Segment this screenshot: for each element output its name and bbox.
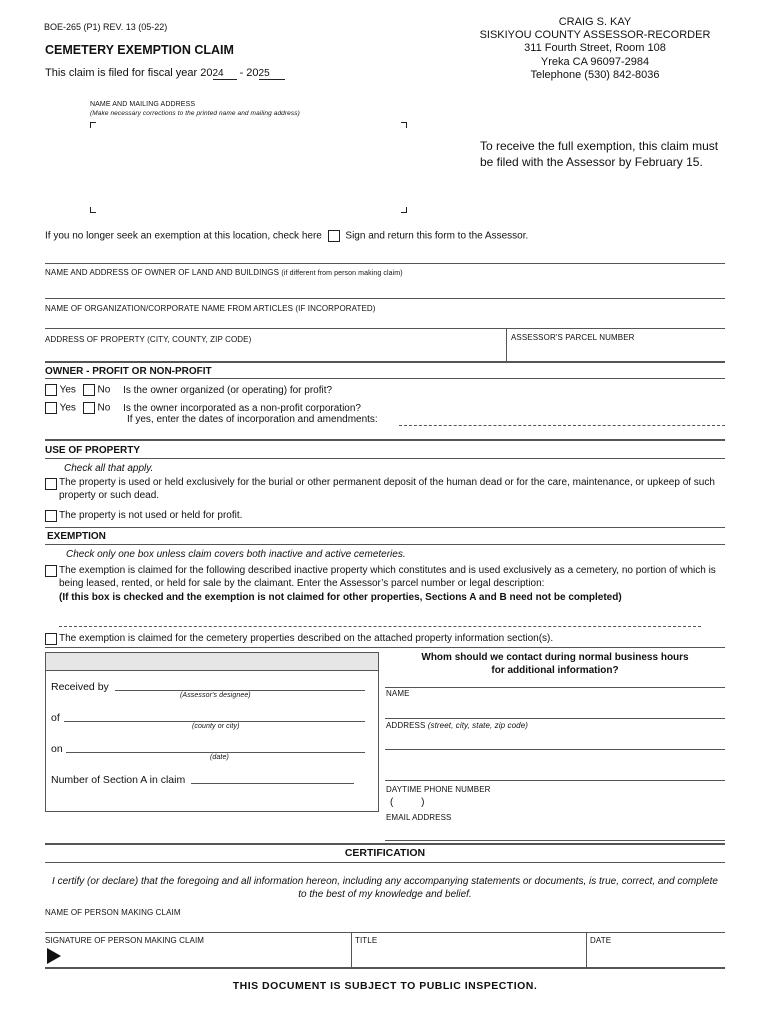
on-field[interactable] [66,752,365,753]
date-caption: (date) [210,754,229,761]
divider [506,329,507,363]
owner-nonprofit-yes-checkbox[interactable] [45,402,57,414]
contact-phone-field[interactable]: ( ) [390,797,425,808]
owner-profit-no-checkbox[interactable] [83,384,95,396]
contact-address-field-1[interactable] [385,749,725,750]
exemption-instruction: Check only one box unless claim covers both inactive and active cemeteries. [66,549,406,560]
no-longer-checkbox[interactable] [328,230,340,242]
fiscal-year-start[interactable]: 24 [213,68,237,80]
incorporation-dates-label: If yes, enter the dates of incorporation and amendments: [127,414,378,425]
corner-mark-bl [90,207,96,213]
assessor-block [470,16,720,82]
owner-profit-row [45,384,332,396]
fiscal-sep: - 20 [239,67,259,79]
owner-nonprofit-row [45,402,361,414]
certification-heading: CERTIFICATION [344,847,426,859]
corner-mark-tr [401,122,407,128]
exemption-inactive-checkbox[interactable] [45,565,57,577]
owner-name-field[interactable] [45,298,725,299]
contact-address-label: ADDRESS (street, city, state, zip code) [386,721,529,730]
divider [45,263,725,264]
corner-mark-tl [90,122,96,128]
title-field[interactable] [351,948,586,966]
divider [45,862,725,863]
divider [45,967,725,969]
property-address-label: ADDRESS OF PROPERTY (CITY, COUNTY, ZIP CODE) [45,335,252,344]
owner-profit-question: Is the owner organized (or operating) for profit? [123,384,333,396]
office-use-box [45,652,379,812]
mailing-label: NAME AND MAILING ADDRESS [90,101,196,108]
contact-email-label: EMAIL ADDRESS [386,813,452,822]
use-section-heading: USE OF PROPERTY [45,445,141,456]
form-code: BOE-265 (P1) REV. 13 (05-22) [44,22,168,32]
claimant-name-field[interactable] [45,932,725,933]
divider [45,439,725,441]
contact-name-label: NAME [386,689,410,698]
no-longer-after: Sign and return this form to the Assessor. [345,230,529,242]
date-label: DATE [590,936,612,945]
exemption-attached-text: The exemption is claimed for the cemetery properties described on the attached property information section(s). [59,633,554,644]
divider [45,458,725,459]
yes-label: Yes [59,384,76,396]
received-by-label: Received by [51,681,109,693]
use-burial-checkbox[interactable] [45,478,57,490]
assessor-street: 311 Fourth Street, Room 108 [524,42,666,55]
property-address-field[interactable] [45,361,725,363]
signature-arrow-icon [47,948,61,964]
use-not-profit-checkbox[interactable] [45,510,57,522]
designee-caption: (Assessor's designee) [180,692,251,699]
yes-label: Yes [59,402,76,414]
of-label: of [51,712,60,724]
org-name-label: NAME OF ORGANIZATION/CORPORATE NAME FROM ARTICLES (IF INCORPORATED) [45,304,376,313]
date-field[interactable] [586,948,725,966]
assessor-phone: Telephone (530) 842-8036 [530,68,660,81]
form-title: CEMETERY EXEMPTION CLAIM [45,43,234,57]
divider [45,843,725,845]
exemption-inactive-text: The exemption is claimed for the following described inactive property which constitutes and is used exclusively as a cemetery, no portion of which is being leased, rented, or held for sale by the claimant. Enter the Assessor’s parcel number or legal description: [59,565,716,589]
fiscal-year-end[interactable]: 25 [259,68,285,80]
incorporation-dates-field[interactable] [399,425,725,426]
parcel-label: ASSESSOR'S PARCEL NUMBER [511,333,635,342]
contact-name-field[interactable] [385,718,725,719]
owner-nonprofit-no-checkbox[interactable] [83,402,95,414]
divider [45,647,725,648]
owner-section-heading: OWNER - PROFIT OR NON-PROFIT [45,366,212,377]
owner-profit-yes-checkbox[interactable] [45,384,57,396]
assessor-office: SISKIYOU COUNTY ASSESSOR-RECORDER [479,29,711,42]
contact-phone-label: DAYTIME PHONE NUMBER [386,785,491,794]
exemption-section-heading: EXEMPTION [47,531,106,542]
exemption-attached-checkbox[interactable] [45,633,57,645]
no-label: No [97,402,111,414]
assessor-name: CRAIG S. KAY [558,16,632,28]
divider [45,544,725,545]
signature-field[interactable] [65,948,350,966]
divider [45,527,725,528]
mailing-note: (Make necessary corrections to the printed name and mailing address) [90,110,300,117]
fiscal-year-line [45,67,285,80]
section-a-field[interactable] [191,783,354,784]
exemption-inactive-bold-note: (If this box is checked and the exemption is not claimed for other properties, Sections A and B need not be completed) [59,592,622,603]
divider [385,687,725,688]
deadline-note: To receive the full exemption, this claim must be filed with the Assessor by February 15. [480,139,719,169]
section-a-label: Number of Section A in claim [51,774,186,786]
no-longer-text: If you no longer seek an exemption at this location, check here [45,230,322,242]
received-by-field[interactable] [115,690,365,691]
contact-address-field-2[interactable] [385,780,725,781]
contact-question: Whom should we contact during normal business hours for additional information? [421,652,689,676]
on-label: on [51,743,63,755]
owner-nonprofit-question: Is the owner incorporated as a non-profit corporation? [123,402,361,414]
assessor-city: Yreka CA 96097-2984 [540,55,650,68]
divider [45,378,725,379]
use-instruction: Check all that apply. [64,463,154,474]
fiscal-prefix: This claim is filed for fiscal year 20 [45,67,213,79]
office-use-header [46,653,378,671]
county-caption: (county or city) [192,723,240,730]
corner-mark-br [401,207,407,213]
claimant-name-label: NAME OF PERSON MAKING CLAIM [45,908,181,917]
of-field[interactable] [64,721,365,722]
use-not-profit-text: The property is not used or held for profit. [59,510,243,521]
owner-name-label: NAME AND ADDRESS OF OWNER OF LAND AND BUILDINGS (if different from person making claim) [45,268,403,277]
title-label: TITLE [355,936,378,945]
org-name-field[interactable] [45,328,725,329]
contact-email-field[interactable] [385,840,725,841]
use-burial-text: The property is used or held exclusively for the burial or other permanent deposit of the human dead or for the care, maintenance, or upkeep of such property or such dead. [59,477,715,501]
signature-label: SIGNATURE OF PERSON MAKING CLAIM [45,936,205,945]
parcel-description-field[interactable] [59,626,701,627]
no-label: No [97,384,111,396]
public-inspection-footer: THIS DOCUMENT IS SUBJECT TO PUBLIC INSPECTION. [232,980,538,992]
no-longer-line [45,230,528,242]
certification-text: I certify (or declare) that the foregoing and all information hereon, including any accompanying statements or documents, is true, correct, and complete to the best of my knowledge and belief. [52,876,718,900]
